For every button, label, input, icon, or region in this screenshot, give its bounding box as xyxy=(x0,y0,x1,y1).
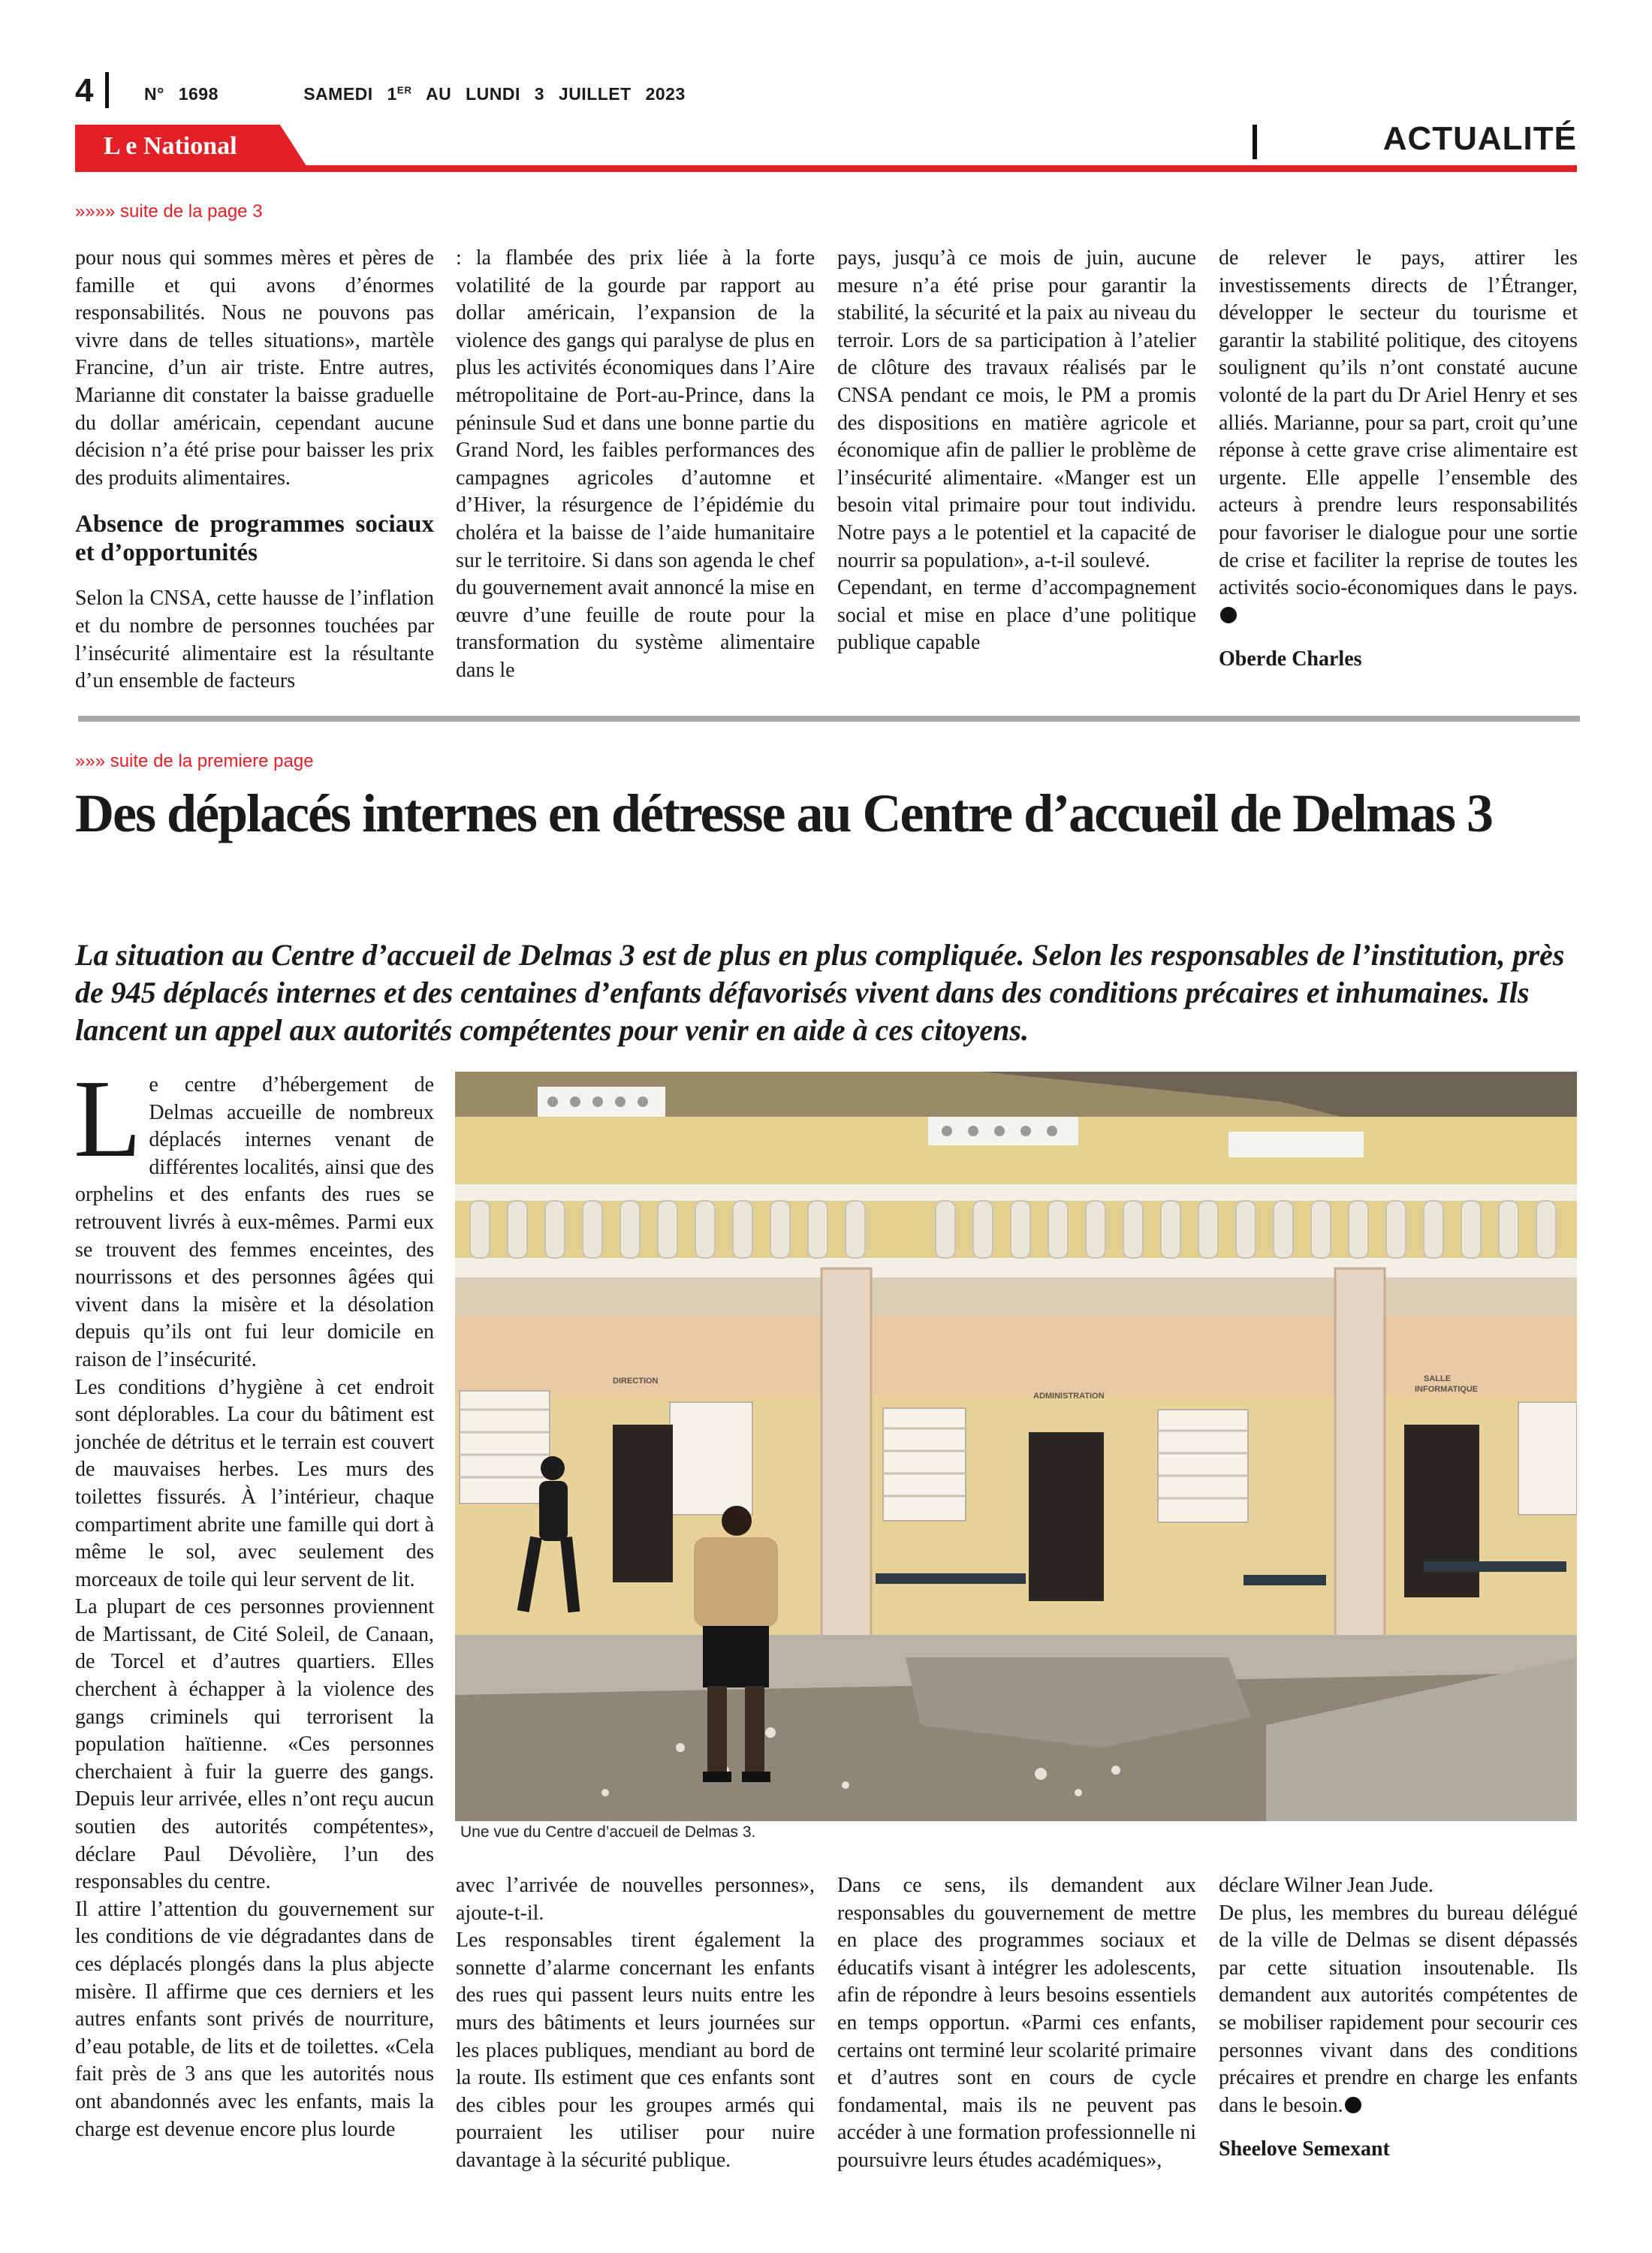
issue-date: SAMEDI 1ER AU LUNDI 3 JUILLET 2023 xyxy=(303,84,686,104)
article-headline: Des déplacés internes en détresse au Centre d’accueil de Delmas 3 xyxy=(75,783,1493,843)
article-separator xyxy=(78,716,1580,722)
issue-number: N° 1698 xyxy=(144,84,219,104)
building-photo-illustration xyxy=(455,1072,1577,1821)
issue-and-date xyxy=(144,84,686,104)
article1-paragraph: : la flambée des prix liée à la forte volatilité de la gourde par rapport au dollar américain, l’expansion de la violence des gangs qui paralyse de plus en plus les activités économiques dans l’Aire métropolitaine de Port-au-Prince, dans la péninsule Sud et dans une bonne partie du Grand Nord, les faibles performances des campagnes agricoles d’automne et d’Hiver, la résurgence de l’épidémie du choléra et la baisse de l’aide humanitaire sur le territoire. Si dans son agenda le chef du gouvernement avait annoncé la mise en œuvre d’une feuille de route pour la transformation du système alimentaire dans le xyxy=(456,246,815,682)
article2-paragraph: Le centre d’hébergement de Delmas accueille de nombreux déplacés internes venant de différentes localités, ainsi que des orphelins et des enfants des rues se retrouvent livrés à eux-mêmes. Parmi eux se trouvent des femmes enceintes, des nourrissons et des personnes âgées qui vivent dans la misère et la désolation depuis qu’ils ont fui leur domicile en raison de l’insécurité. xyxy=(74,1057,434,1371)
sign-salle: SALLE xyxy=(1424,1374,1452,1383)
section-divider xyxy=(1253,125,1257,159)
sign-direction: DIRECTION xyxy=(613,1377,659,1386)
article1-column-3 xyxy=(837,245,1196,657)
article2-paragraph: Dans ce sens, ils demandent aux responsables du gouvernement de mettre en place des programmes sociaux et éducatifs visant à intégrer les adolescents, afin de répondre à leurs besoins essentiels en temps opportun. «Parmi ces enfants, certains ont terminé leur scolarité primaire et d’autres sont en cours de cycle fondamental, mais ils ne peuvent pas accéder à une formation professionnelle ni poursuivre leurs études académiques», xyxy=(837,1874,1196,2172)
article1-paragraph: pour nous qui sommes mères et pères de famille et qui avons d’énormes responsabilités. Nous ne pouvons pas vivre dans de telles situations», martèle Francine, d’un air triste. Entre autres, Marianne dit constater la baisse graduelle du dollar américain, cependant aucune décision n’a été prise pour baisser les prix des produits alimentaires. xyxy=(75,246,434,490)
article1-author: Oberde Charles xyxy=(1219,647,1362,671)
article2-paragraph: déclare Wilner Jean Jude. xyxy=(1219,1874,1434,1897)
continuation-kicker: »»» suite de la premiere page xyxy=(75,751,314,771)
article1-paragraph: Cependant, en terme d’accompagnement social et mise en place d’une politique publique capable xyxy=(837,576,1196,655)
article2-paragraph: La plupart de ces personnes proviennent de Martissant, de Cité Soleil, de Canaan, de Torcel et d’autres quartiers. Elles cherchent à échapper à la violence des gangs criminels qui terrorisent la population haïtienne. «Ces personnes cherchaient à fuir la guerre des gangs. Depuis leur arrivée, elles n’ont reçu aucun soutien des autorités compétentes», déclare Paul Dévolière, l’un des responsables du centre. xyxy=(75,1595,434,1894)
article1-paragraph: Selon la CNSA, cette hausse de l’inflation et du nombre de personnes touchées par l’insécurité alimentaire est la résultante d’un ensemble de facteurs xyxy=(75,587,434,693)
newspaper-brand: L e National xyxy=(104,132,237,160)
article1-column-2 xyxy=(456,245,815,685)
sign-informatique: INFORMATIQUE xyxy=(1415,1385,1479,1394)
section-title: ACTUALITÉ xyxy=(1382,120,1577,157)
article1-column-4 xyxy=(1219,245,1578,674)
header-red-rule xyxy=(75,165,1577,172)
article2-author: Sheelove Semexant xyxy=(1219,2137,1390,2161)
article2-paragraph: Il attire l’attention du gouvernement sur les conditions de vie dégradantes dans de ces déplacés plongés dans la plus abjecte misère. Il affirme que ces derniers et les autres enfants sont privés de nourriture, d’eau potable, de lits et de toilettes. «Cela fait près de 3 ans que les autorités nous ont abandonnés avec les enfants, mais la charge est devenue encore plus lourde xyxy=(75,1897,434,2141)
article2-column-1 xyxy=(74,1057,434,2143)
page-number: 4 xyxy=(75,72,94,109)
article2-paragraph: De plus, les membres du bureau délégué de la ville de Delmas se disent dépassés par cette situation insoutenable. Ils demandent aux autorités compétentes de se mobiliser rapidement pour secourir ces personnes vivant dans des conditions précaires et prendre en charge les enfants dans le besoin. xyxy=(1219,1901,1578,2117)
article2-paragraph: avec l’arrivée de nouvelles personnes», ajoute-t-il. xyxy=(456,1874,815,1925)
article2-column-4 xyxy=(1219,1872,1578,2164)
article2-column-2 xyxy=(456,1872,815,2175)
article1-paragraph: pays, jusqu’à ce mois de juin, aucune mesure n’a été prise pour garantir la stabilité, la sécurité et la paix au niveau du terroir. Lors de sa participation à l’atelier de clôture des travaux réalisés par le CNSA pendant ce mois, le PM a promis des dispositions en matière agricole et économique afin de pallier le problème de l’insécurité alimentaire. «Manger est un besoin vital primaire pour tout individu. Notre pays a le potentiel et la capacité de nourrir sa population», a-t-il soulevé. xyxy=(837,246,1196,572)
page-number-divider xyxy=(105,72,109,108)
end-mark-icon xyxy=(1345,2097,1361,2113)
article2-paragraph: Les responsables tirent également la sonnette d’alarme concernant les enfants des rues qui passent leurs nuits entre les murs des bâtiments et leurs journées sur les places publiques, mendiant au bord de la route. Ils estiment que ces enfants sont des cibles pour les groupes armés qui pourraient les utiliser pour nuire davantage à la sécurité publique. xyxy=(456,1929,815,2172)
article1-column-1 xyxy=(75,245,434,695)
drop-cap: L xyxy=(74,1057,142,1181)
article2-column-3 xyxy=(837,1872,1196,2175)
article2-paragraph: Les conditions d’hygiène à cet endroit sont déplorables. La cour du bâtiment est jonchée de détritus et le terrain est couvert de mauvaises herbes. Les murs des toilettes fissurés. À l’intérieur, chaque compartiment abrite une famille qui dort à même le sol, avec seulement des morceaux de toile qui leur servent de lit. xyxy=(75,1375,434,1591)
article-standfirst: La situation au Centre d’accueil de Delmas 3 est de plus en plus compliquée. Selon les responsables de l’institution, près de 945 déplacés internes et des centaines d’enfants défavorisés vivent dans des conditions précaires et inhumaines. Ils lancent un appel aux autorités compétentes pour venir en aide à ces citoyens. xyxy=(75,938,1565,1047)
article1-paragraph: de relever le pays, attirer les investissements directs de l’Étranger, développer le secteur du tourisme et garantir la stabilité politique, des citoyens soulignent qu’ils n’ont constaté aucune volonté de la part du Dr Ariel Henry et ses alliés. Marianne, pour sa part, croit qu’une réponse à cette grave crise alimentaire est urgente. Elle appelle l’ensemble des acteurs à prendre leurs responsabilités pour favoriser le dialogue pour une sortie de crise et faciliter la reprise de toutes les activités socio-économiques dans le pays. xyxy=(1219,245,1578,629)
continuation-kicker: »»»» suite de la page 3 xyxy=(75,201,263,222)
photo-caption: Une vue du Centre d’accueil de Delmas 3. xyxy=(460,1823,756,1841)
sign-administration: ADMINISTRATION xyxy=(1033,1392,1105,1401)
end-mark-icon xyxy=(1220,607,1237,623)
article1-subhead: Absence de programmes sociaux et d’opportunités xyxy=(75,511,434,567)
article-photo xyxy=(455,1072,1577,1821)
